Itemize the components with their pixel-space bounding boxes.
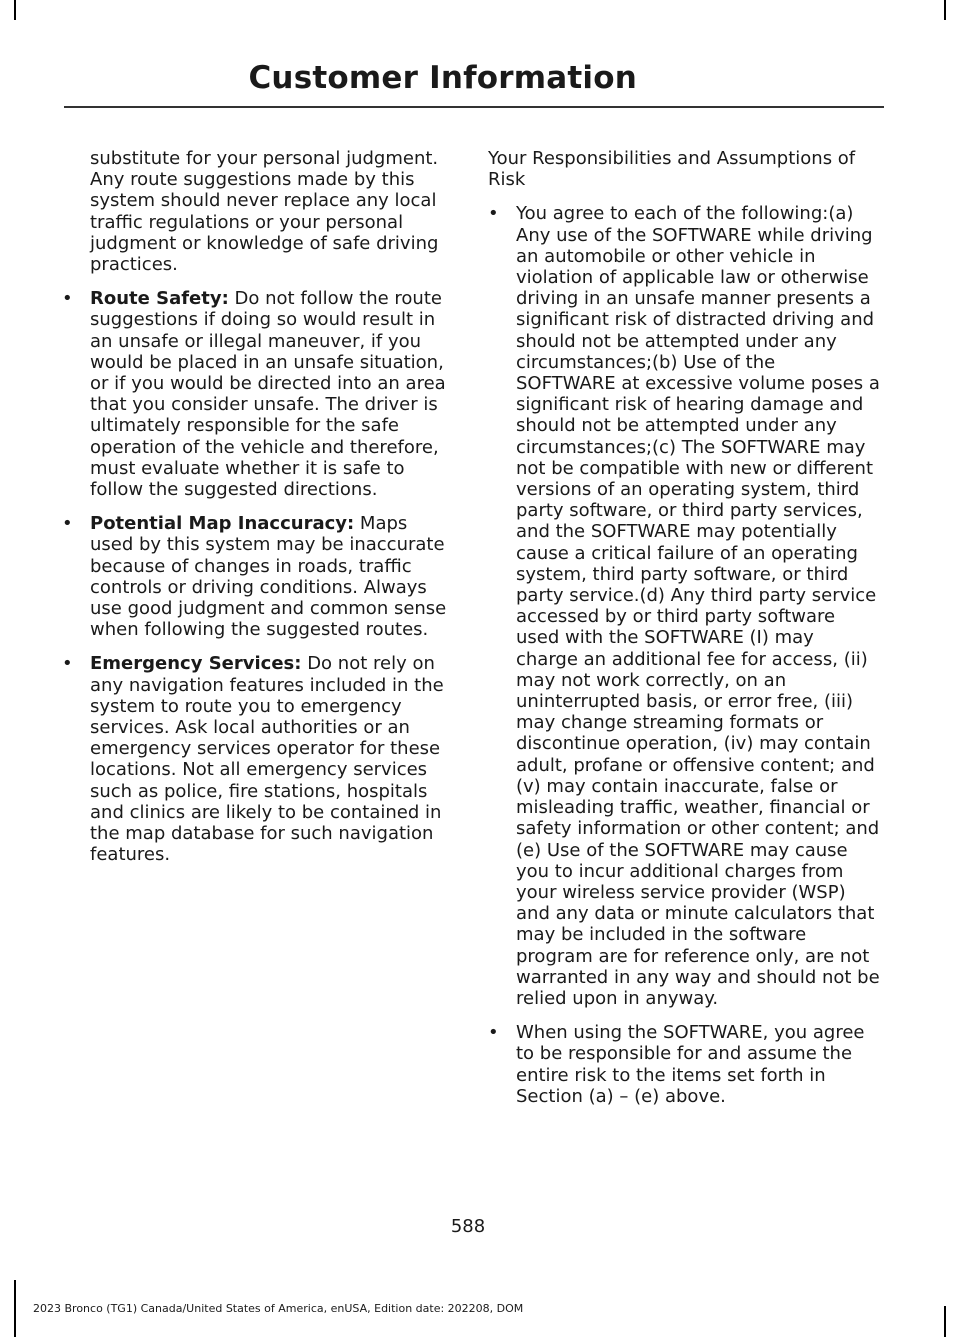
list-item-agreement bbox=[488, 203, 880, 1009]
item-term: Route Safety: bbox=[90, 288, 229, 310]
item-text: Do not follow the route suggestions if doing so would result in an unsafe or illegal maneuver, if you would be placed in an unsafe situation, or if you would be directed into an area that you consider unsafe. The driver is ultimately responsible for the safe operation of the vehicle and therefore, must evaluate whether it is safe to follow the suggested directions. bbox=[90, 288, 446, 501]
page-number: 588 bbox=[450, 1216, 486, 1237]
item-term: Potential Map Inaccuracy: bbox=[90, 513, 355, 535]
item-text: When using the SOFTWARE, you agree to be responsible for and assume the entire risk to the items set forth in Section (a) – (e) above. bbox=[516, 1022, 865, 1107]
list-item-risk bbox=[488, 1022, 880, 1107]
bullet-icon: • bbox=[62, 513, 73, 535]
bullet-icon: • bbox=[488, 1022, 499, 1044]
item-text: You agree to each of the following:(a) Any use of the SOFTWARE while driving an automobile or other vehicle in violation of applicable law or otherwise driving in an unsafe manner presents a significant risk of distracted driving and should not be attempted under any circumstances;(b) Use of the SOFTWARE at excessive volume poses a significant risk of hearing damage and should not be attempted under any circumstances;(c) The SOFTWARE may not be compatible with new or different versions of an operating system, third party software, or third party services, and the SOFTWARE may potentially cause a critical failure of an operating system, third party software, or third party service.(d) Any third party service accessed by or third party software used with the SOFTWARE (I) may charge an additional fee for access, (ii) may not work correctly, on an uninterrupted basis, or error free, (iii) may change streaming formats or discontinue operation, (iv) may contain adult, profane or offensive content; and (v) may contain inaccurate, false or misleading traffic, weather, financial or safety information or other content; and (e) Use of the SOFTWARE may cause you to incur additional charges from your wireless service provider (WSP) and any data or minute calculators that may be included in the software program are for reference only, are not warranted in any way and should not be relied upon in anyway. bbox=[516, 203, 880, 1009]
section-heading: Your Responsibilities and Assumptions of Risk bbox=[488, 148, 856, 191]
crop-mark-bottom-left bbox=[14, 1280, 16, 1337]
left-column bbox=[62, 148, 450, 866]
crop-mark-top-left bbox=[14, 0, 16, 20]
list-item-route-safety bbox=[62, 288, 450, 500]
intro-paragraph: substitute for your personal judgment. Any route suggestions made by this system should never replace any local traffic regulations or your personal judgment or knowledge of safe driving practices. bbox=[90, 148, 439, 276]
crop-mark-bottom-right bbox=[944, 1306, 946, 1337]
bullet-icon: • bbox=[488, 203, 499, 225]
page-title: Customer Information bbox=[248, 60, 637, 96]
item-text: Do not rely on any navigation features included in the system to route you to emergency services. Ask local authorities or an emergency services operator for these locations. Not all emergency services such as police, fire stations, hospitals and clinics are likely to be contained in the map database for such navigation features. bbox=[90, 653, 444, 866]
right-column bbox=[488, 148, 880, 1107]
edition-footer: 2023 Bronco (TG1) Canada/United States of America, enUSA, Edition date: 202208, DOM bbox=[33, 1302, 524, 1315]
warning-list bbox=[62, 288, 450, 865]
bullet-icon: • bbox=[62, 653, 73, 675]
bullet-icon: • bbox=[62, 288, 73, 310]
crop-mark-top-right bbox=[944, 0, 946, 20]
responsibility-list bbox=[488, 203, 880, 1107]
item-text: Maps used by this system may be inaccurate because of changes in roads, traffic controls or driving conditions. Always use good judgment and common sense when following the suggested routes. bbox=[90, 513, 447, 641]
list-item-map-inaccuracy bbox=[62, 513, 450, 640]
item-term: Emergency Services: bbox=[90, 653, 302, 675]
header-divider bbox=[64, 106, 884, 108]
list-item-emergency-services bbox=[62, 653, 450, 865]
